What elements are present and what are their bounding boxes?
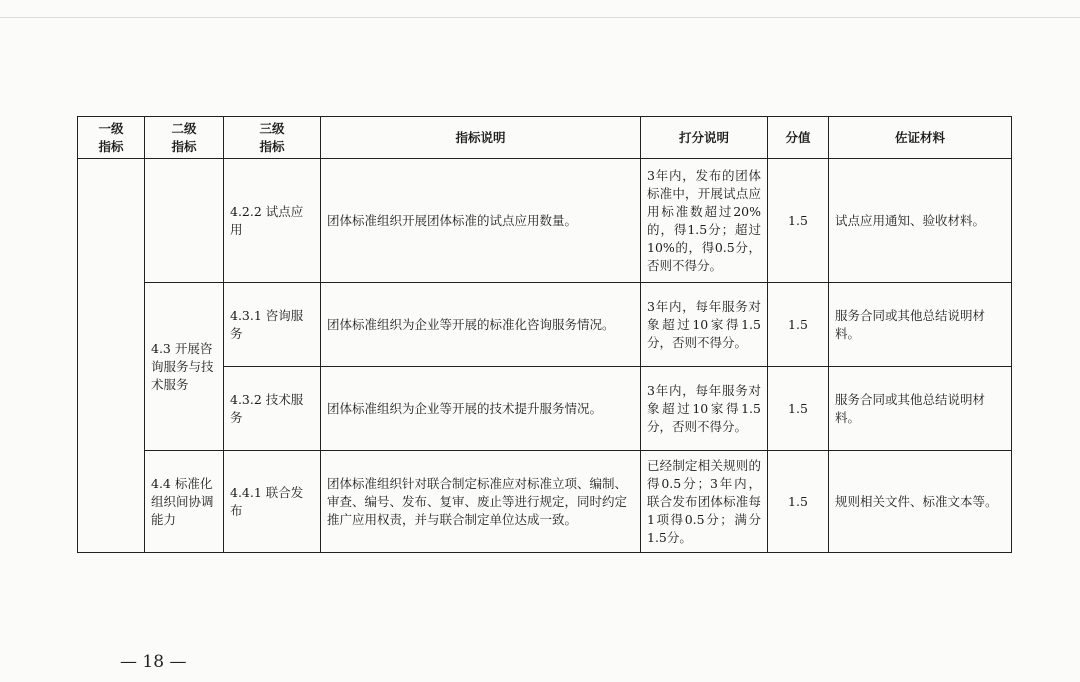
table-row (78, 451, 1012, 553)
cell-scoring: 已经制定相关规则的得0.5分；3年内，联合发布团体标准每1项得0.5分；满分1.5分。 (641, 451, 768, 553)
cell-value: 1.5 (768, 367, 829, 451)
header-row (78, 117, 1012, 159)
cell-level1 (78, 159, 145, 553)
page-top-rule (0, 17, 1080, 18)
table-row (78, 283, 1012, 367)
cell-description: 团体标准组织开展团体标准的试点应用数量。 (321, 159, 641, 283)
table-row (78, 159, 1012, 283)
cell-level3: 4.4.1 联合发布 (224, 451, 321, 553)
cell-level2: 4.3 开展咨询服务与技术服务 (145, 283, 224, 451)
cell-description: 团体标准组织针对联合制定标准应对标准立项、编制、审查、编号、发布、复审、废止等进行规定，同时约定推广应用权责，并与联合制定单位达成一致。 (321, 451, 641, 553)
cell-value: 1.5 (768, 159, 829, 283)
cell-level3: 4.2.2 试点应用 (224, 159, 321, 283)
cell-value: 1.5 (768, 283, 829, 367)
cell-value: 1.5 (768, 451, 829, 553)
header-level2: 二级 指标 (145, 117, 224, 159)
cell-level3: 4.3.1 咨询服务 (224, 283, 321, 367)
cell-evidence: 规则相关文件、标准文本等。 (829, 451, 1012, 553)
page-number: — 18 — (120, 652, 187, 672)
cell-scoring: 3年内，每年服务对象超过10家得1.5分，否则不得分。 (641, 367, 768, 451)
cell-evidence: 试点应用通知、验收材料。 (829, 159, 1012, 283)
cell-scoring: 3年内，每年服务对象超过10家得1.5分，否则不得分。 (641, 283, 768, 367)
cell-scoring: 3年内，发布的团体标准中，开展试点应用标准数超过20%的，得1.5分；超过10%的，得0.5分，否则不得分。 (641, 159, 768, 283)
header-description: 指标说明 (321, 117, 641, 159)
header-scoring: 打分说明 (641, 117, 768, 159)
header-level3: 三级 指标 (224, 117, 321, 159)
header-value: 分值 (768, 117, 829, 159)
cell-level2 (145, 159, 224, 283)
header-evidence: 佐证材料 (829, 117, 1012, 159)
cell-level2: 4.4 标准化组织间协调能力 (145, 451, 224, 553)
cell-evidence: 服务合同或其他总结说明材料。 (829, 283, 1012, 367)
indicator-table (77, 116, 1012, 553)
cell-level3: 4.3.2 技术服务 (224, 367, 321, 451)
cell-evidence: 服务合同或其他总结说明材料。 (829, 367, 1012, 451)
header-level1: 一级 指标 (78, 117, 145, 159)
cell-description: 团体标准组织为企业等开展的技术提升服务情况。 (321, 367, 641, 451)
cell-description: 团体标准组织为企业等开展的标准化咨询服务情况。 (321, 283, 641, 367)
